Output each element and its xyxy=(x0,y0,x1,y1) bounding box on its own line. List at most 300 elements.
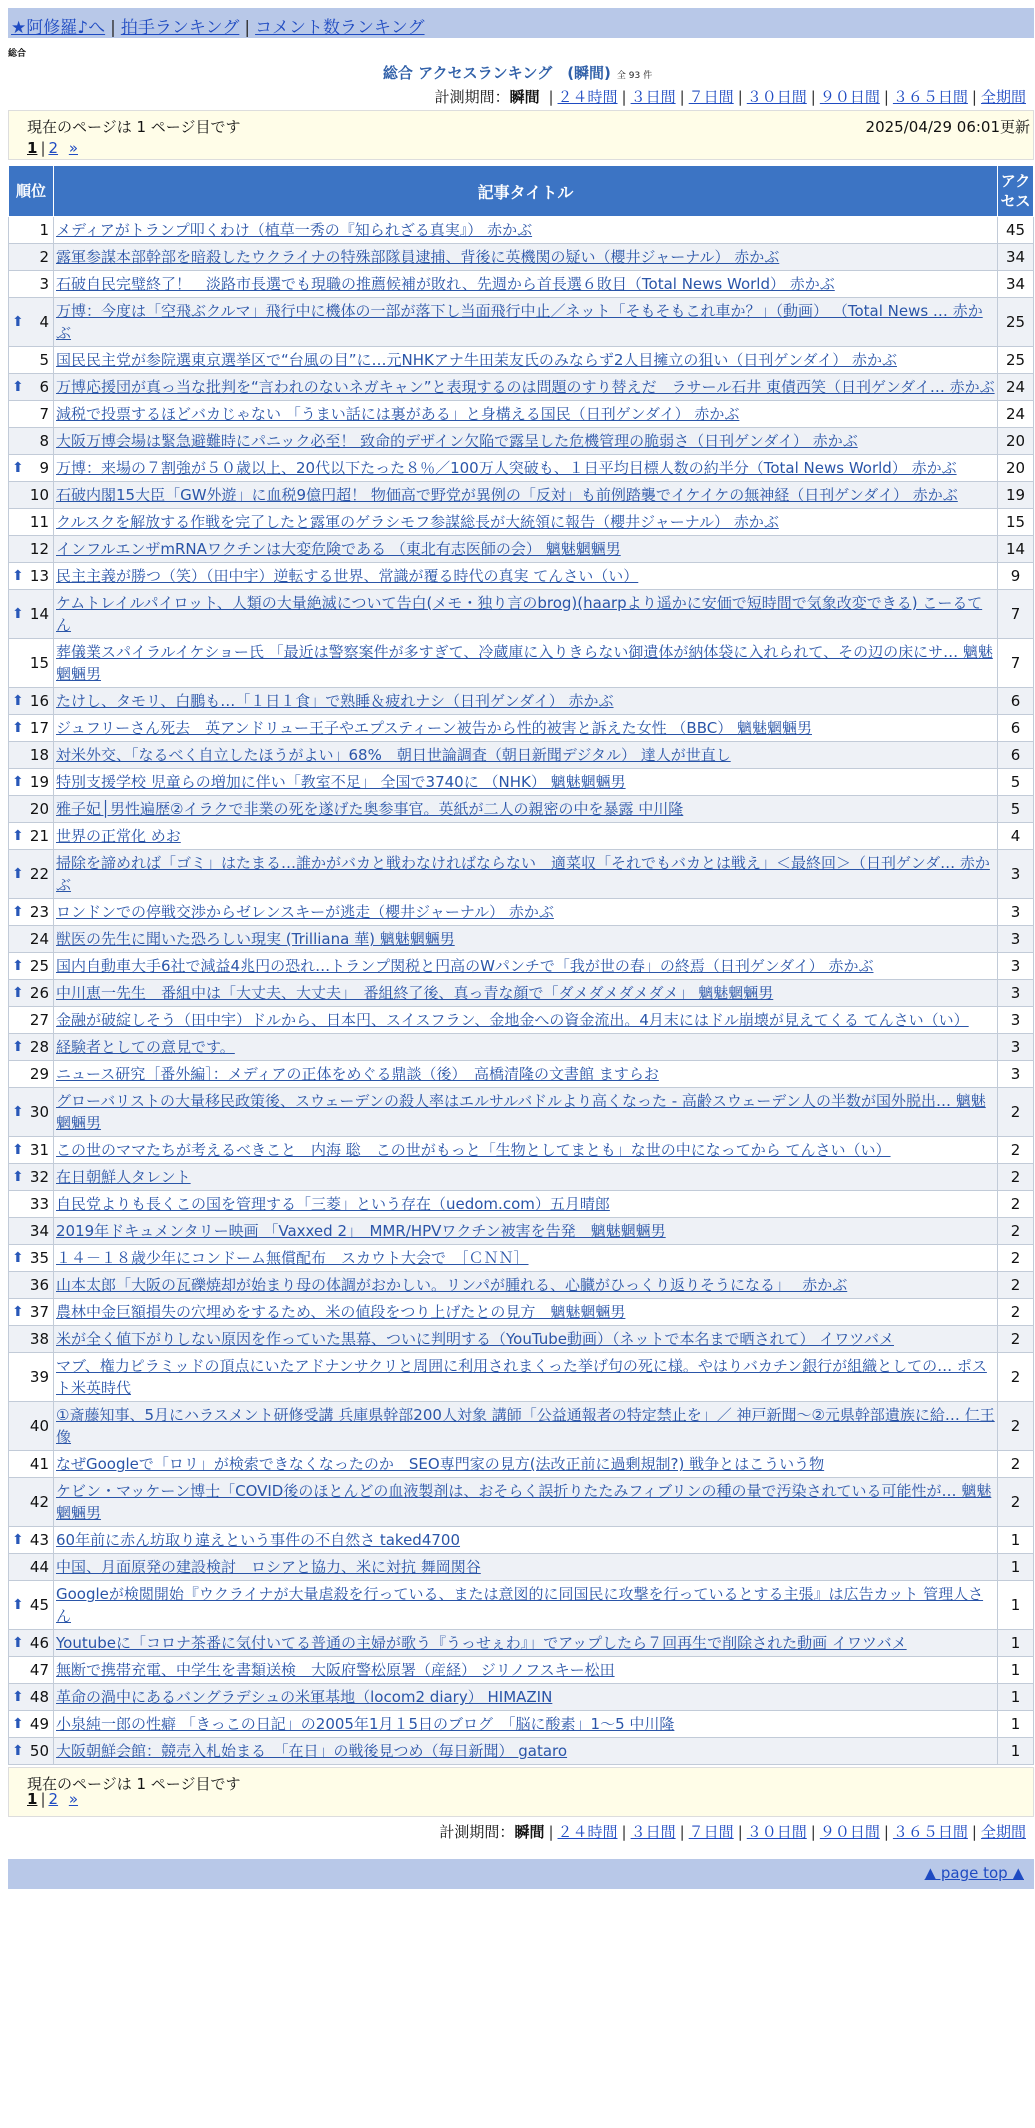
article-link[interactable]: Googleが検閲開始『ウクライナが大量虐殺を行っている、または意図的に同国民に攻撃を行っているとする主張』は広告カット 管理人さん xyxy=(56,1585,984,1625)
access-count: 1 xyxy=(998,1684,1034,1711)
access-count: 3 xyxy=(998,899,1034,926)
table-row xyxy=(9,1657,1034,1684)
rank-number: 47 xyxy=(29,1661,49,1679)
period-separator: | xyxy=(621,1823,627,1841)
period-separator: | xyxy=(737,1823,743,1841)
title-cell xyxy=(54,1007,998,1034)
rank-cell xyxy=(9,1353,54,1402)
access-count: 2 xyxy=(998,1164,1034,1191)
table-row xyxy=(9,688,1034,715)
article-link[interactable]: 減税で投票するほどバカじゃない 「うまい話には裏がある」と身構える国民（日刊ゲンダイ） 赤かぶ xyxy=(56,405,740,423)
access-count: 7 xyxy=(998,639,1034,688)
table-row xyxy=(9,899,1034,926)
rank-number: 26 xyxy=(29,984,49,1002)
article-link[interactable]: 中川恵一先生 番組中は「大丈夫、大丈夫」 番組終了後、真っ青な顔で「ダメダメダメダメ」 魑魅魍魎男 xyxy=(56,984,774,1002)
article-link[interactable]: 革命の渦中にあるバングラデシュの米軍基地（locom2 diary） HIMAZIN xyxy=(56,1688,553,1706)
rank-number: 20 xyxy=(29,800,49,818)
rank-cell xyxy=(9,401,54,428)
article-link[interactable]: 万博：今度は「空飛ぶクルマ」飛行中に機体の一部が落下し当面飛行中止／ネット「そもそもこれ車か？」（動画） （Total News … 赤かぶ xyxy=(56,302,983,342)
period-label-bottom: 計測期間： xyxy=(439,1823,515,1841)
access-count: 3 xyxy=(998,926,1034,953)
table-row xyxy=(9,926,1034,953)
article-link[interactable]: 山本太郎「大阪の瓦礫焼却が始まり母の体調がおかしい。リンパが腫れる、心臓がひっくり返りそうになる」 赤かぶ xyxy=(56,1276,848,1294)
access-header: アクセス xyxy=(998,166,1034,217)
rank-cell xyxy=(9,590,54,639)
title-cell xyxy=(54,1527,998,1554)
table-row xyxy=(9,1630,1034,1657)
rank-cell xyxy=(9,1034,54,1061)
table-row xyxy=(9,455,1034,482)
table-row xyxy=(9,563,1034,590)
table-row xyxy=(9,1554,1034,1581)
rank-number: 34 xyxy=(29,1222,49,1240)
page-1-link-bottom[interactable]: 1 xyxy=(27,1790,38,1808)
title-cell xyxy=(54,298,998,347)
article-link[interactable]: 獣医の先生に聞いた恐ろしい現実 (Trilliana 華) 魑魅魍魎男 xyxy=(56,930,455,948)
table-row xyxy=(9,1738,1034,1765)
title-cell xyxy=(54,1164,998,1191)
access-count: 2 xyxy=(998,1245,1034,1272)
period-separator: | xyxy=(548,88,554,106)
title-cell xyxy=(54,688,998,715)
next-page-link[interactable]: » xyxy=(68,139,79,157)
rank-number: 17 xyxy=(29,719,49,737)
article-link[interactable]: 対米外交、「なるべく自立したほうがよい」68% 朝日世論調査（朝日新聞デジタル） 達人が世直し xyxy=(56,746,731,764)
rank-cell xyxy=(9,563,54,590)
category-label: 総合 xyxy=(8,49,27,59)
period-label: 計測期間： xyxy=(434,88,510,106)
article-link[interactable]: 大阪万博会場は緊急避難時にパニック必至！ 致命的デザイン欠陥で露呈した危機管理の脆弱さ（日刊ゲンダイ） 赤かぶ xyxy=(56,432,858,450)
period-separator: | xyxy=(883,88,889,106)
period-link-1[interactable]: ３日間 xyxy=(630,88,676,106)
article-link[interactable]: 経験者としての意見です。 xyxy=(56,1038,235,1056)
rank-cell xyxy=(9,1478,54,1527)
period-separator: | xyxy=(621,88,627,106)
article-link[interactable]: ①斎藤知事、5月にハラスメント研修受講 兵庫県幹部200人対象 講師「公益通報者の特定禁止を」／ 神戸新聞～②元県幹部遺族に給… 仁王像 xyxy=(56,1406,995,1446)
title-cell xyxy=(54,769,998,796)
period-link-2[interactable]: ７日間 xyxy=(688,1823,734,1841)
rank-cell xyxy=(9,374,54,401)
rank-number: 49 xyxy=(29,1715,49,1733)
article-link[interactable]: 石破内閣15大臣「GW外遊」に血税9億円超！ 物価高で野党が異例の「反対」も前例踏襲でイケイケの無神経（日刊ゲンダイ） 赤かぶ xyxy=(56,486,958,504)
period-link-4[interactable]: ９０日間 xyxy=(819,1823,880,1841)
rank-cell xyxy=(9,1402,54,1451)
rank-number: 22 xyxy=(29,865,49,883)
title-cell xyxy=(54,1245,998,1272)
access-count: 2 xyxy=(998,1272,1034,1299)
table-row xyxy=(9,823,1034,850)
rank-cell xyxy=(9,244,54,271)
rank-number: 36 xyxy=(29,1276,49,1294)
access-count: 2 xyxy=(998,1451,1034,1478)
title-cell xyxy=(54,1684,998,1711)
article-link[interactable]: 掃除を諦めれば「ゴミ」はたまる…誰かがバカと戦わなければならない 適菜収「それでもバカとは戦え」＜最終回＞（日刊ゲンダ… 赤かぶ xyxy=(56,854,990,894)
title-cell xyxy=(54,1451,998,1478)
table-row xyxy=(9,1272,1034,1299)
title-cell xyxy=(54,590,998,639)
access-count: 3 xyxy=(998,1007,1034,1034)
rank-number: 5 xyxy=(39,351,49,369)
article-link[interactable]: 国内自動車大手6社で減益4兆円の恐れ…トランプ関税と円高のWパンチで「我が世の春」の終焉（日刊ゲンダイ） 赤かぶ xyxy=(56,957,874,975)
article-link[interactable]: 60年前に赤ん坊取り違えという事件の不自然さ taked4700 xyxy=(56,1531,461,1549)
home-link[interactable]: ★阿修羅♪へ xyxy=(11,18,106,38)
table-row xyxy=(9,1684,1034,1711)
article-link[interactable]: この世のママたちが考えるべきこと 内海 聡 この世がもっと「生物としてまとも」な世の中になってから てんさい（い） xyxy=(56,1141,891,1159)
title-cell xyxy=(54,374,998,401)
rank-number: 27 xyxy=(29,1011,49,1029)
access-count: 24 xyxy=(998,401,1034,428)
nav-separator: | xyxy=(110,18,116,38)
access-count: 45 xyxy=(998,217,1034,244)
page-top-link[interactable]: ▲ page top ▲ xyxy=(924,1864,1024,1882)
rank-cell xyxy=(9,1738,54,1765)
rank-number: 38 xyxy=(29,1330,49,1348)
rank-number: 33 xyxy=(29,1195,49,1213)
title-cell xyxy=(54,980,998,1007)
access-count: 3 xyxy=(998,1061,1034,1088)
rank-cell xyxy=(9,850,54,899)
rank-cell xyxy=(9,899,54,926)
rank-number: 23 xyxy=(29,903,49,921)
page-2-link[interactable]: 2 xyxy=(48,139,59,157)
title-cell xyxy=(54,850,998,899)
period-link-2[interactable]: ７日間 xyxy=(688,88,734,106)
rank-number: 45 xyxy=(29,1596,49,1614)
rank-number: 48 xyxy=(29,1688,49,1706)
article-link[interactable]: Youtubeに「コロナ茶番に気付いてる普通の主婦が歌う『うっせぇわ』」でアップしたら７回再生で削除された動画 イワツバメ xyxy=(56,1634,907,1652)
rank-number: 44 xyxy=(29,1558,49,1576)
title-cell xyxy=(54,271,998,298)
rank-number: 15 xyxy=(29,654,49,672)
table-row xyxy=(9,1007,1034,1034)
rank-cell xyxy=(9,1299,54,1326)
access-count: 2 xyxy=(998,1326,1034,1353)
access-count: 6 xyxy=(998,715,1034,742)
rank-cell xyxy=(9,953,54,980)
table-row xyxy=(9,347,1034,374)
period-separator: | xyxy=(810,88,816,106)
rank-cell xyxy=(9,482,54,509)
rank-up-arrow-icon: ⬆ xyxy=(12,866,24,882)
rank-number: 16 xyxy=(29,692,49,710)
rank-cell xyxy=(9,1007,54,1034)
rank-up-arrow-icon: ⬆ xyxy=(12,1304,24,1320)
access-count: 5 xyxy=(998,769,1034,796)
period-link-4[interactable]: ９０日間 xyxy=(819,88,880,106)
rank-number: 32 xyxy=(29,1168,49,1186)
period-links xyxy=(544,88,1026,106)
page-2-link-bottom[interactable]: 2 xyxy=(48,1790,59,1808)
rank-cell xyxy=(9,742,54,769)
rank-cell xyxy=(9,926,54,953)
title-cell xyxy=(54,1218,998,1245)
access-count: 7 xyxy=(998,590,1034,639)
title-cell xyxy=(54,563,998,590)
rank-cell xyxy=(9,715,54,742)
article-link[interactable]: ロンドンでの停戦交渉からゼレンスキーが逃走（櫻井ジャーナル） 赤かぶ xyxy=(56,903,554,921)
article-link[interactable]: 中国、月面原発の建設検討 ロシアと協力、米に対抗 舞岡関谷 xyxy=(56,1558,481,1576)
access-count: 3 xyxy=(998,980,1034,1007)
article-link[interactable]: 大阪朝鮮会館：競売入札始まる 「在日」の戦後見つめ（毎日新聞） gataro xyxy=(56,1742,568,1760)
article-link[interactable]: グローバリストの大量移民政策後、スウェーデンの殺人率はエルサルバドルより高くなった - 高齢スウェーデン人の半数が国外脱出… 魑魅魍魎男 xyxy=(56,1092,986,1132)
rank-number: 31 xyxy=(29,1141,49,1159)
rank-cell xyxy=(9,1451,54,1478)
period-link-0[interactable]: ２４時間 xyxy=(557,88,618,106)
rank-up-arrow-icon: ⬆ xyxy=(12,314,24,330)
title-cell xyxy=(54,1554,998,1581)
page-1-link[interactable]: 1 xyxy=(27,139,38,157)
total-count: 全 93 件 xyxy=(616,71,653,81)
rank-cell xyxy=(9,796,54,823)
rank-cell xyxy=(9,1191,54,1218)
rank-up-arrow-icon: ⬆ xyxy=(12,1635,24,1651)
access-count: 5 xyxy=(998,796,1034,823)
rank-number: 2 xyxy=(39,248,49,266)
table-row xyxy=(9,1527,1034,1554)
article-link[interactable]: 自民党よりも長くこの国を管理する「三菱」という存在（uedom.com）五月晴郎 xyxy=(56,1195,610,1213)
rank-cell xyxy=(9,271,54,298)
title-cell xyxy=(54,347,998,374)
rank-cell xyxy=(9,1711,54,1738)
ranking-table xyxy=(8,165,1034,1765)
table-row xyxy=(9,1088,1034,1137)
period-link-6[interactable]: 全期間 xyxy=(980,88,1026,106)
article-link[interactable]: 国民民主党が参院選東京選挙区で“台風の目”に…元NHKアナ牛田茉友氏のみならず2人目擁立の狙い（日刊ゲンダイ） 赤かぶ xyxy=(56,351,897,369)
table-row xyxy=(9,1137,1034,1164)
article-link[interactable]: 雅子妃│男性遍歴②イラクで非業の死を遂げた奥参事官。英紙が二人の親密の中を暴露 中川隆 xyxy=(56,800,684,818)
title-cell xyxy=(54,244,998,271)
article-link[interactable]: １４－１８歳少年にコンドーム無償配布 スカウト大会で ［ＣＮＮ］ xyxy=(56,1249,529,1267)
access-count: 2 xyxy=(998,1402,1034,1451)
access-count: 1 xyxy=(998,1554,1034,1581)
table-row xyxy=(9,1245,1034,1272)
period-link-1[interactable]: ３日間 xyxy=(630,1823,676,1841)
rank-number: 25 xyxy=(29,957,49,975)
next-page-link-bottom[interactable]: » xyxy=(68,1790,79,1808)
title-cell xyxy=(54,1478,998,1527)
article-link[interactable]: 万博応援団が真っ当な批判を“言われのないネガキャン”と表現するのは問題のすり替えだ ラサール石井 東債西笑（日刊ゲンダイ… 赤かぶ xyxy=(56,378,995,396)
rank-up-arrow-icon: ⬆ xyxy=(12,985,24,1001)
comment-ranking-link[interactable]: コメント数ランキング xyxy=(255,18,425,38)
rank-up-arrow-icon: ⬆ xyxy=(12,568,24,584)
ranking-body xyxy=(9,217,1034,1765)
article-link[interactable]: 農林中金巨額損失の穴埋めをするため、米の値段をつり上げたとの見方 魑魅魍魎男 xyxy=(56,1303,626,1321)
rank-up-arrow-icon: ⬆ xyxy=(12,1104,24,1120)
clap-ranking-link[interactable]: 拍手ランキング xyxy=(120,18,240,38)
period-separator: | xyxy=(883,1823,889,1841)
table-row xyxy=(9,1164,1034,1191)
access-count: 2 xyxy=(998,1478,1034,1527)
page-title xyxy=(0,62,1035,83)
table-row xyxy=(9,639,1034,688)
access-count: 3 xyxy=(998,850,1034,899)
title-cell xyxy=(54,1581,998,1630)
table-header-row xyxy=(9,166,1034,217)
rank-cell xyxy=(9,509,54,536)
access-count: 15 xyxy=(998,509,1034,536)
rank-number: 35 xyxy=(29,1249,49,1267)
table-row xyxy=(9,536,1034,563)
access-count: 2 xyxy=(998,1353,1034,1402)
title-cell xyxy=(54,639,998,688)
article-link[interactable]: インフルエンザmRNAワクチンは大変危険である （東北有志医師の会） 魑魅魍魎男 xyxy=(56,540,621,558)
rank-cell xyxy=(9,1554,54,1581)
article-link[interactable]: マブ、権力ピラミッドの頂点にいたアドナンサクリと周囲に利用されまくった挙げ句の死に様。やはりバカチン銀行が組織としての… ポスト米英時代 xyxy=(56,1357,987,1397)
article-link[interactable]: メディアがトランプ叩くわけ（植草一秀の『知られざる真実』） 赤かぶ xyxy=(56,221,533,239)
rank-up-arrow-icon: ⬆ xyxy=(12,606,24,622)
rank-cell xyxy=(9,1164,54,1191)
rank-number: 28 xyxy=(29,1038,49,1056)
rank-up-arrow-icon: ⬆ xyxy=(12,460,24,476)
rank-number: 3 xyxy=(39,275,49,293)
rank-number: 46 xyxy=(29,1634,49,1652)
article-link[interactable]: 万博：来場の７割強が５０歳以上、20代以下たった８％／100万人突破も、１日平均目標人数の約半分（Total News World） 赤かぶ xyxy=(56,459,957,477)
nav-separator: | xyxy=(244,18,251,38)
article-link[interactable]: ケムトレイルパイロット、人類の大量絶滅について告白(メモ・独り言のbrog)(haarpより遥かに安価で短時間で気象改変できる) こーるてん xyxy=(56,594,983,634)
title-cell xyxy=(54,1402,998,1451)
access-count: 6 xyxy=(998,742,1034,769)
period-link-5[interactable]: ３６５日間 xyxy=(892,1823,968,1841)
table-row xyxy=(9,1034,1034,1061)
article-link[interactable]: なぜGoogleで「ロリ」が検索できなくなったのか SEO専門家の見方(法改正前に過剰規制?) 戦争とはこういう物 xyxy=(56,1455,825,1473)
title-cell xyxy=(54,401,998,428)
article-link[interactable]: 石破自民完璧終了！ 淡路市長選でも現職の推薦候補が敗れ、先週から首長選６敗目（Total News World） 赤かぶ xyxy=(56,275,835,293)
rank-cell xyxy=(9,1684,54,1711)
period-link-5[interactable]: ３６５日間 xyxy=(892,88,968,106)
rank-cell xyxy=(9,217,54,244)
rank-cell xyxy=(9,688,54,715)
table-row xyxy=(9,482,1034,509)
article-link[interactable]: 露軍参謀本部幹部を暗殺したウクライナの特殊部隊員逮捕、背後に英機関の疑い（櫻井ジャーナル） 赤かぶ xyxy=(56,248,780,266)
period-current: 瞬間 xyxy=(509,88,540,106)
period-link-0[interactable]: ２４時間 xyxy=(557,1823,618,1841)
rank-number: 43 xyxy=(29,1531,49,1549)
rank-number: 19 xyxy=(29,773,49,791)
article-link[interactable]: 民主主義が勝つ（笑）（田中宇）逆転する世界、常識が覆る時代の真実 てんさい（い） xyxy=(56,567,639,585)
table-row xyxy=(9,509,1034,536)
rank-up-arrow-icon: ⬆ xyxy=(12,958,24,974)
rank-cell xyxy=(9,1061,54,1088)
rank-cell xyxy=(9,823,54,850)
article-link[interactable]: 2019年ドキュメンタリー映画 「Vaxxed 2」 MMR/HPVワクチン被害を告発 魑魅魍魎男 xyxy=(56,1222,666,1240)
access-count: 2 xyxy=(998,1191,1034,1218)
article-link[interactable]: 葬儀業スパイラルイケショー氏 「最近は警察案件が多すぎて、冷蔵庫に入りきらない御遺体が納体袋に入れられて、その辺の床にサ… 魑魅魍魎男 xyxy=(56,643,993,683)
access-count: 4 xyxy=(998,823,1034,850)
article-link[interactable]: 小泉純一郎の性癖 「きっこの日記」の2005年1月１5日のブログ 「脳に酸素」1～5 中川隆 xyxy=(56,1715,675,1733)
title-cell xyxy=(54,1088,998,1137)
access-count: 25 xyxy=(998,298,1034,347)
rank-cell xyxy=(9,1657,54,1684)
title-cell xyxy=(54,1137,998,1164)
rank-number: 30 xyxy=(29,1103,49,1121)
title-cell xyxy=(54,926,998,953)
rank-up-arrow-icon: ⬆ xyxy=(12,1039,24,1055)
table-row xyxy=(9,980,1034,1007)
rank-number: 24 xyxy=(29,930,49,948)
page-info-top xyxy=(8,110,1034,160)
article-link[interactable]: 米が全く値下がりしない原因を作っていた黒幕、ついに判明する（YouTube動画）（ネットで本名まで晒されて） イワツバメ xyxy=(56,1330,894,1348)
rank-up-arrow-icon: ⬆ xyxy=(12,379,24,395)
article-link[interactable]: 無断で携帯充電、中学生を書類送検 大阪府警松原署（産経） ジリノフスキー松田 xyxy=(56,1661,615,1679)
article-link[interactable]: ニュース研究［番外編］：メディアの正体をめぐる鼎談（後） 高橋清隆の文書館 ますらお xyxy=(56,1065,659,1083)
rank-number: 39 xyxy=(29,1368,49,1386)
rank-number: 21 xyxy=(29,827,49,845)
rank-cell xyxy=(9,1137,54,1164)
rank-number: 41 xyxy=(29,1455,49,1473)
rank-number: 18 xyxy=(29,746,49,764)
article-link[interactable]: クルスクを解放する作戦を完了したと露軍のゲラシモフ参謀総長が大統領に報告（櫻井ジャーナル） 赤かぶ xyxy=(56,513,779,531)
rank-up-arrow-icon: ⬆ xyxy=(12,1716,24,1732)
table-row xyxy=(9,1402,1034,1451)
period-link-3[interactable]: ３０日間 xyxy=(746,88,807,106)
rank-up-arrow-icon: ⬆ xyxy=(12,828,24,844)
rank-number: 9 xyxy=(39,459,49,477)
article-link[interactable]: ジュフリーさん死去 英アンドリュー王子やエプスティーン被告から性的被害と訴えた女性 （BBC） 魑魅魍魎男 xyxy=(56,719,812,737)
article-link[interactable]: 世界の正常化 めお xyxy=(56,827,181,845)
rank-number: 14 xyxy=(29,605,49,623)
rank-up-arrow-icon: ⬆ xyxy=(12,1169,24,1185)
access-count: 20 xyxy=(998,455,1034,482)
table-row xyxy=(9,850,1034,899)
table-row xyxy=(9,1451,1034,1478)
title-cell xyxy=(54,509,998,536)
article-link[interactable]: 金融が破綻しそう（田中宇）ドルから、日本円、スイスフラン、金地金への資金流出。4月末にはドル崩壊が見えてくる てんさい（い） xyxy=(56,1011,969,1029)
page-info-bottom xyxy=(8,1767,1034,1817)
rank-up-arrow-icon: ⬆ xyxy=(12,1532,24,1548)
rank-header: 順位 xyxy=(9,166,54,217)
rank-up-arrow-icon: ⬆ xyxy=(12,720,24,736)
article-link[interactable]: 特別支援学校 児童らの増加に伴い「教室不足」 全国で3740に （NHK） 魑魅魍魎男 xyxy=(56,773,626,791)
table-row xyxy=(9,271,1034,298)
access-count: 34 xyxy=(998,271,1034,298)
rank-number: 12 xyxy=(29,540,49,558)
period-link-6[interactable]: 全期間 xyxy=(980,1823,1026,1841)
rank-cell xyxy=(9,1326,54,1353)
access-count: 3 xyxy=(998,953,1034,980)
table-row xyxy=(9,769,1034,796)
title-cell xyxy=(54,1299,998,1326)
rank-number: 4 xyxy=(39,313,49,331)
article-link[interactable]: ケビン・マッケーン博士「COVID後のほとんどの血液製剤は、おそらく誤折りたたみフィブリンの種の量で汚染されている可能性が… 魑魅魍魎男 xyxy=(56,1482,992,1522)
table-row xyxy=(9,742,1034,769)
title-cell xyxy=(54,536,998,563)
period-link-3[interactable]: ３０日間 xyxy=(746,1823,807,1841)
table-row xyxy=(9,401,1034,428)
access-count: 1 xyxy=(998,1738,1034,1765)
period-current-bottom: 瞬間 xyxy=(514,1823,545,1841)
table-row xyxy=(9,1299,1034,1326)
rank-up-arrow-icon: ⬆ xyxy=(12,1597,24,1613)
access-count: 14 xyxy=(998,536,1034,563)
period-separator: | xyxy=(679,88,685,106)
current-page-text: 現在のページは 1 ページ目です xyxy=(27,118,241,136)
rank-number: 50 xyxy=(29,1742,49,1760)
title-cell xyxy=(54,742,998,769)
table-row xyxy=(9,590,1034,639)
period-separator: | xyxy=(971,88,977,106)
rank-up-arrow-icon: ⬆ xyxy=(12,1689,24,1705)
article-link[interactable]: たけし、タモリ、白鵬も…「１日１食」で熟睡＆疲れナシ（日刊ゲンダイ） 赤かぶ xyxy=(56,692,614,710)
access-count: 25 xyxy=(998,347,1034,374)
rank-up-arrow-icon: ⬆ xyxy=(12,1250,24,1266)
table-row xyxy=(9,1061,1034,1088)
article-link[interactable]: 在日朝鮮人タレント xyxy=(56,1168,191,1186)
rank-cell xyxy=(9,536,54,563)
rank-cell xyxy=(9,1218,54,1245)
access-count: 1 xyxy=(998,1630,1034,1657)
rank-cell xyxy=(9,298,54,347)
title-cell xyxy=(54,796,998,823)
